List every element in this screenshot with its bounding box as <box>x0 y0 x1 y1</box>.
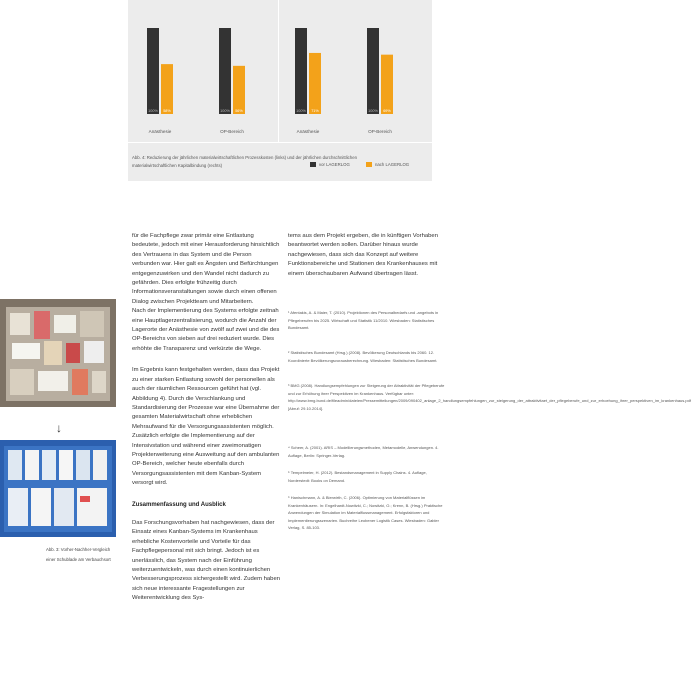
bar-nach-lagerlog <box>233 66 245 114</box>
chart-caption-line-1: Abb. 4: Reduzierung der jährlichen materialwirtschaftlichen Prozesskosten (links) und der jährlichen durchschnittlichen <box>132 155 357 160</box>
paragraph: für die Fachpflege zwar primär eine Entlastung bedeutete, jedoch mit einer Herausforderung hinsichtlich des Vertrauens in das System und die Person verbunden war. Hier galt es Ängsten und Befürchtungen entgegenzuwirken und den Wandel nicht dadurch zu gefährden. Dies erfolgte frühzeitig durch Informationsveranstaltungen sowie durch einen offenen Dialog zwischen Projektteam und Mitarbeitern. <box>132 233 280 305</box>
bar-data-label: 100% <box>220 109 230 113</box>
paragraph: Im Ergebnis kann festgehalten werden, dass das Projekt zu einer starken Entlastung sowohl der personellen als auch der räumlichen Ressourcen geführt hat (vgl. Abbildung 4). Durch die Verschlankung und Standardisierung der Prozesse war eine Übernahme der gesamten Materialwirtschaft ohne erheblichen Mehraufwand für die Versorgungsassistenten möglich. Zusätzlich erfolgte die Implementierung auf der Intensivstation und während einer zweimonatigen Projekterweiterung eine Ausweitung auf den ambulanten OP-Bereich, welcher heute ebenfalls durch Versorgungsassistenten mit dem Kanban-System versorgt wird. <box>132 367 280 487</box>
x-axis-label: Anästhesie <box>296 129 320 134</box>
drawer-photo-before <box>0 299 116 407</box>
bar-data-label: 100% <box>368 109 378 113</box>
bar-data-label: 69% <box>383 109 391 113</box>
bar-nach-lagerlog <box>161 64 173 114</box>
drawer-photo-after <box>0 440 116 537</box>
bar-vor-lagerlog <box>219 28 231 114</box>
legend-item-nach <box>366 162 409 167</box>
drawer-before-image <box>0 299 116 407</box>
bar-vor-lagerlog <box>147 28 159 114</box>
text-column-2 <box>288 232 448 291</box>
x-axis-label: OP-Bereich <box>220 129 244 134</box>
bar-data-label: 100% <box>148 109 158 113</box>
bar-data-label: 56% <box>235 109 243 113</box>
bar-data-label: 58% <box>163 109 171 113</box>
text-column-1 <box>132 232 280 616</box>
bar-vor-lagerlog <box>367 28 379 114</box>
bar-data-label: 71% <box>311 109 319 113</box>
drawer-after-image <box>0 440 116 537</box>
legend-swatch-nach <box>366 162 372 167</box>
x-axis-label: Anästhesie <box>148 129 172 134</box>
chart-caption-line-2: materialwirtschaftlichen Kapitalbindung (rechts) <box>132 163 223 168</box>
bar-vor-lagerlog <box>295 28 307 114</box>
footnote-3: ³ BMG (2008). Handlungsempfehlungen zur Steigerung der Attraktivität der Pflegeberufe und zur Erhöhung ihrer Perspektiven im Krankenhaus. Verfügbar unter: http://www.bmg.bund.de/fileadmin/dateien/Pressemitteilungen/2009/090402_anlage_2_handlungsempfehlungen_zur_steigerung_der_attraktivitaet_der_pflegeberufe_und_zur_erhoehung_ihrer_perspektiven_im_krankenhaus.pdf [Abruf: 29.10.2014]. <box>288 383 691 411</box>
footnote-4: ⁴ Scheer, A. (2001). ARIS – Modellierungsmethoden, Metamodelle, Anwendungen. 4. Auflage, Berlin: Springer-Verlag. <box>288 445 439 458</box>
bar-chart <box>128 0 432 142</box>
legend-label-nach: nach LAGERLOG <box>375 162 410 167</box>
paragraph: Das Forschungsvorhaben hat nachgewiesen, dass der Einsatz eines Kanban-Systems im Krankenhaus erhebliche Kostenvorteile und Vorteile für das Fachpflegepersonal mit sich bringt. Jedoch ist es unerlässlich, das System nach der Einführung weiterzuentwickeln, was durch einen kontinuierlichen Verbesserungsprozess sichergestellt wird. Zudem haben sich neue interessante Fragestellungen zur Weiterentwicklung des Sys- <box>132 519 280 602</box>
chart-figure <box>128 0 432 181</box>
figure-caption <box>46 545 126 565</box>
footnote-5: ⁵ Tempelmeier, H. (2012). Bestandsmanagement in Supply Chains. 4. Auflage, Norderstedt: Books on Demand. <box>288 470 427 483</box>
bar-data-label: 100% <box>296 109 306 113</box>
section-heading: Zusammenfassung und Ausblick <box>132 501 226 508</box>
footnote-2: ² Statistisches Bundesamt (Hrsg.) (2008). Bevölkerung Deutschlands bis 2060. 12. Koordinierte Bevölkerungsvorausberechnung. Wiesbaden: Statistisches Bundesamt. <box>288 350 438 363</box>
legend-label-vor: vor LAGERLOG <box>319 162 350 167</box>
panel-divider <box>278 0 279 142</box>
x-axis-label: OP-Bereich <box>368 129 392 134</box>
footnote-1: ¹ Afentakis, A. & Maier, T. (2010). Projektionen des Personalbedarfs und -angebots in Pflegeberufen bis 2025. Wirtschaft und Statistik 11/2010. Wiesbaden: Statistisches Bundesamt. <box>288 310 439 330</box>
arrow-down-icon: ↓ <box>56 421 62 435</box>
legend-swatch-vor <box>310 162 316 167</box>
caption-rule <box>128 142 432 143</box>
bar-nach-lagerlog <box>381 55 393 114</box>
paragraph: tems aus dem Projekt ergeben, die in künftigen Vorhaben beantwortet werden sollen. Darüber hinaus wurde nachgewiesen, dass sich das Konzept auf weitere Funktionsbereiche und Stationen des Krankenhauses mit einem überschaubaren Aufwand übertragen lässt. <box>288 233 438 277</box>
bar-nach-lagerlog <box>309 53 321 114</box>
figure-caption-line-1: Abb. 3: Vorher-Nachher-Vergleich <box>46 547 111 552</box>
legend-item-vor <box>310 162 350 167</box>
figure-caption-line-2: einer Schublade am Verbauchsort <box>46 557 111 562</box>
footnote-6: ⁶ Hanischmann, A. & Bierwirth, C. (2006). Optimierung von Materialflüssen im Krankenhäusern. In: Engelhardt-Nowitzki, C.; Nowitzki, O.; Krenn, B. (Hrsg.) Praktische Anwendungen der Simulation im Materialflussmanagement. Erfolgsfaktoren und Implementierungsszenarien. Buchreihe Leobener Logistik Cases. Wiesbaden: Gabler Verlag, S. 85-103. <box>288 495 443 530</box>
paragraph: Nach der Implementierung des Systems erfolgte zeitnah eine Hauptlagerzentralisierung, wodurch die Anzahl der Lagerorte der Anästhesie von zwölf auf zwei und die des OP-Bereichs von sieben auf drei reduziert wurde. Dies erhöhte die Transparenz und verkürzte die Wege. <box>132 308 280 352</box>
